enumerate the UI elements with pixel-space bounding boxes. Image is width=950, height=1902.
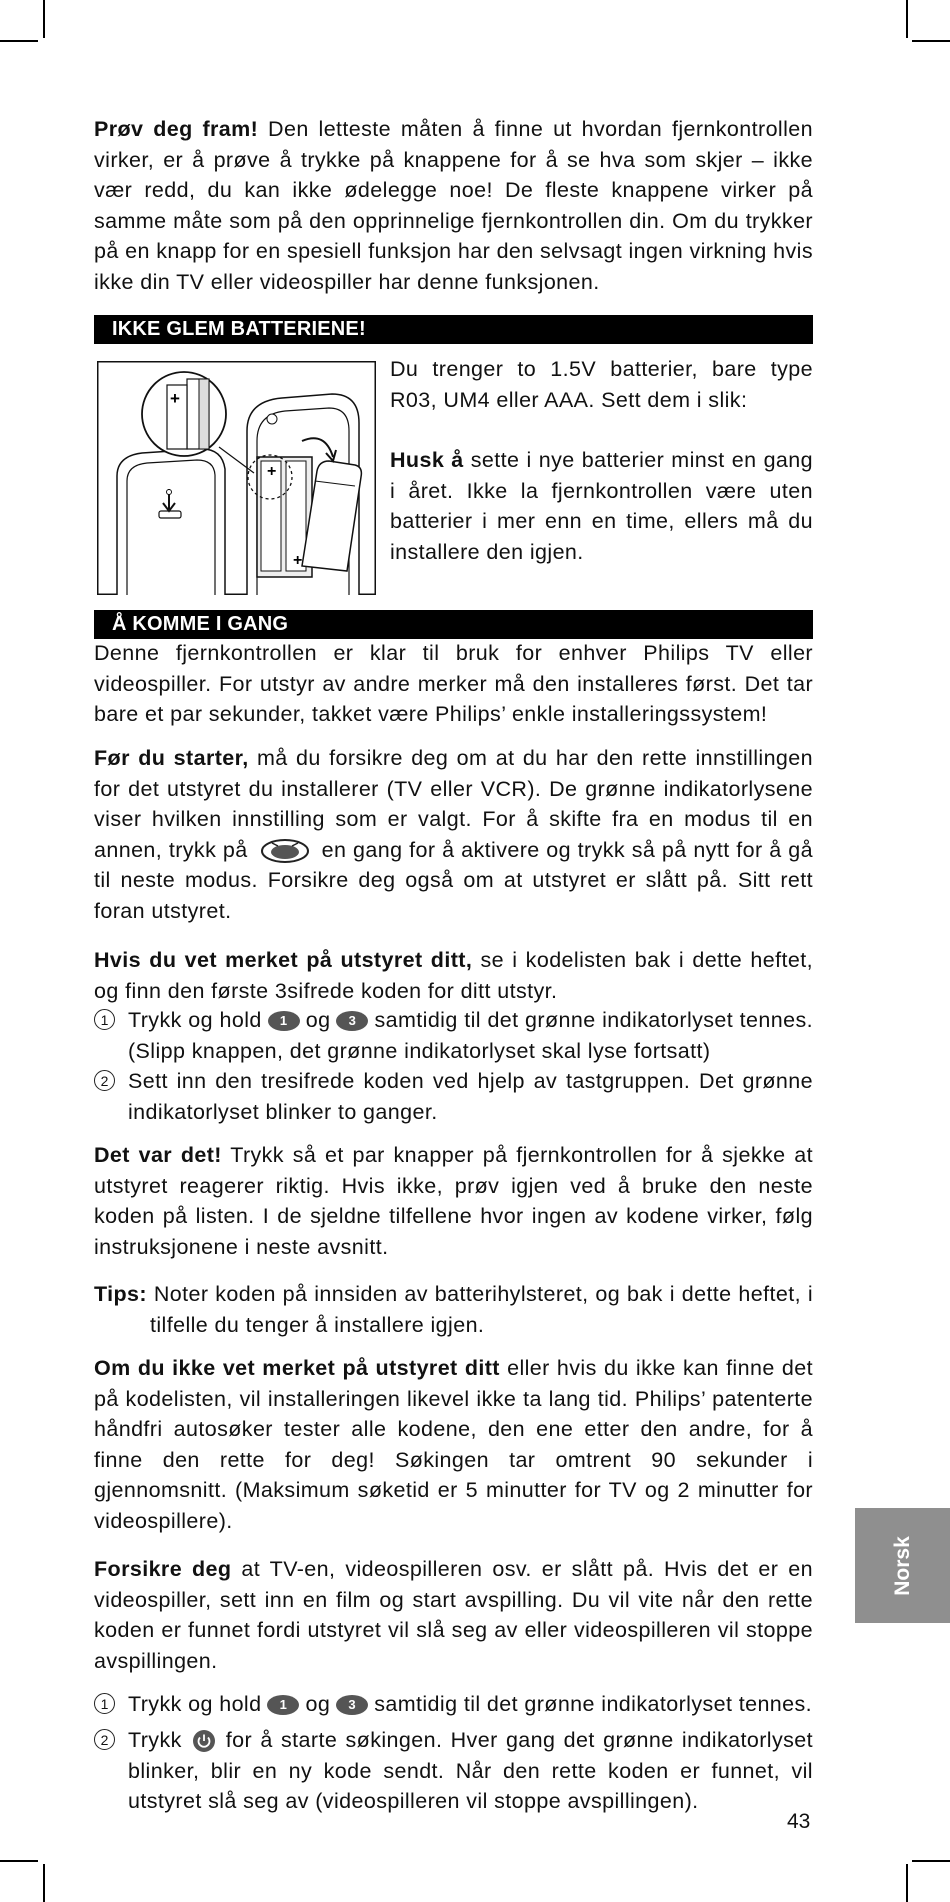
brand-text: se i kodelisten bak i dette heftet, og finn den første 3sifrede koden for ditt utstyr. <box>94 948 813 1003</box>
key-3-icon: 3 <box>336 1695 368 1715</box>
step2-text: Sett inn den tresifrede koden ved hjelp av tastgruppen. Det grønne indikatorlyset blinker to ganger. <box>128 1069 813 1124</box>
unknown-lead: Om du ikke vet merket på utstyret ditt <box>94 1356 500 1380</box>
step4-text-a: Trykk <box>128 1728 182 1752</box>
crop-mark <box>43 1864 45 1902</box>
tips-paragraph <box>94 1279 813 1340</box>
step4-text-b: for å starte søkingen. Hver gang det grønne indikatorlyset blinker, blir en ny kode sendt. Når den rette koden er funnet, vil utstyret slå seg av (videospilleren vil stoppe avspillingen). <box>128 1728 813 1813</box>
crop-mark <box>0 1860 38 1862</box>
section-heading-getting-started: Å KOMME I GANG <box>94 610 813 639</box>
unknown-brand-paragraph <box>94 1353 813 1536</box>
ensure-lead: Forsikre deg <box>94 1557 232 1581</box>
intro-text: Den letteste måten å finne ut hvordan fjernkontrollen virker, er å prøve å trykke på knappene for å se hva som skjer – ikke vær redd, du kan ikke ødelegge noe! De fleste knappene virker på samme måte som på den opprinnelige fjernkontrollen din. Om du trykker på en knapp for en spesiell funksjon har den selvsagt ingen virkning hvis ikke din TV eller videospiller har denne funksjonen. <box>94 117 813 294</box>
remember-lead: Husk å <box>390 448 464 472</box>
intro-lead: Prøv deg fram! <box>94 117 259 141</box>
intro-paragraph <box>94 114 813 297</box>
brand-lead: Hvis du vet merket på utstyret ditt, <box>94 948 473 972</box>
step3-text-a: Trykk og hold <box>128 1692 262 1716</box>
known-brand-paragraph <box>94 945 813 1006</box>
step3-text-b: samtidig til det grønne indikatorlyset tennes. <box>374 1692 813 1716</box>
tips-text: Noter koden på innsiden av batterihylsteret, og bak i dette heftet, i tilfelle du tenger å installere igjen. <box>146 1282 813 1337</box>
before-start-paragraph <box>94 743 813 926</box>
step-marker-1: 1 <box>94 1009 115 1030</box>
language-side-tab <box>855 1508 950 1623</box>
batteries-line1: Du trenger to 1.5V batterier, bare type R03, UM4 eller AAA. Sett dem i slik: <box>390 357 813 412</box>
unknown-text: eller hvis du ikke kan finne det på kodelisten, vil installeringen likevel ikke ta lang tid. Philips’ patenterte håndfri autosøker tester alle kodene, den ene etter den andre, for å finne den rette for deg! Søkingen tar omtrent 90 sekunder i gjennomsnitt. (Maksimum søketid er 5 minutter for TV og 2 minutter for videospillere). <box>94 1356 813 1533</box>
crop-mark <box>43 0 45 38</box>
key-1-icon: 1 <box>267 1695 299 1715</box>
batteries-text <box>390 354 813 567</box>
language-side-tab-label: Norsk <box>890 1535 914 1596</box>
section-heading-batteries: IKKE GLEM BATTERIENE! <box>94 315 813 344</box>
step-marker-4: 2 <box>94 1729 115 1750</box>
crop-mark <box>0 40 38 42</box>
before-text-1: må du forsikre deg om at du har den rette innstillingen for det utstyret du installerer (TV eller VCR). De grønne indikatorlysene viser hvilken innstilling som er valgt. For å skifte fra en modus til en annen, trykk på <box>94 746 813 862</box>
done-lead: Det var det! <box>94 1143 222 1167</box>
key-3-icon: 3 <box>336 1011 368 1031</box>
standby-key-icon <box>192 1729 216 1753</box>
step1-text-b: samtidig til det grønne indikatorlyset tennes. (Slipp knappen, det grønne indikatorlyset skal lyse fortsatt) <box>128 1008 813 1063</box>
before-text-2: en gang for å aktivere og trykk så på nytt for å gå til neste modus. Forsikre deg også om at utstyret er slått på. Sitt rett foran utstyret. <box>94 837 813 923</box>
tips-lead: Tips: <box>94 1282 147 1306</box>
mode-select-key-icon <box>260 838 310 864</box>
svg-text:+: + <box>267 463 277 480</box>
getting-started-intro <box>94 638 813 730</box>
done-paragraph <box>94 1140 813 1262</box>
crop-mark <box>912 1860 950 1862</box>
step-marker-3: 1 <box>94 1693 115 1714</box>
battery-compartment-illustration <box>97 361 376 595</box>
crop-mark <box>912 40 950 42</box>
key-1-icon: 1 <box>268 1011 300 1031</box>
getting-started-p1: Denne fjernkontrollen er klar til bruk for enhver Philips TV eller videospiller. For utstyr av andre merker må den installeres først. Det tar bare et par sekunder, takket være Philips’ enkle installeringssystem! <box>94 641 813 726</box>
step1-text-a: Trykk og hold <box>128 1008 262 1032</box>
step1-and: og <box>305 1008 331 1032</box>
page-number: 43 <box>787 1810 811 1833</box>
ensure-text: at TV-en, videospilleren osv. er slått på. Hvis det er en videospiller, sett inn en film og start avspilling. Du vil vite når den rette koden er funnet fordi utstyret vil slå seg av eller videospilleren vil stoppe avspillingen. <box>94 1557 813 1673</box>
done-text: Trykk så et par knapper på fjernkontrollen for å sjekke at utstyret reagerer riktig. Hvis ikke, prøv igjen ved å bruke den neste koden på listen. I de sjeldne tilfellene hvor ingen av kodene virker, følg instruksjonene i neste avsnitt. <box>94 1143 813 1259</box>
remember-text: sette i nye batterier minst en gang i året. Ikke la fjernkontrollen være uten batterier i mer enn en time, ellers må du installere den igjen. <box>390 448 814 564</box>
crop-mark <box>906 0 908 38</box>
before-lead: Før du starter, <box>94 746 249 770</box>
svg-text:+: + <box>293 552 303 569</box>
step-marker-2: 2 <box>94 1070 115 1091</box>
step3-and: og <box>305 1692 331 1716</box>
crop-mark <box>906 1864 908 1902</box>
battery-illustration-icon <box>97 361 376 595</box>
ensure-paragraph <box>94 1554 813 1676</box>
svg-text:+: + <box>170 389 180 408</box>
